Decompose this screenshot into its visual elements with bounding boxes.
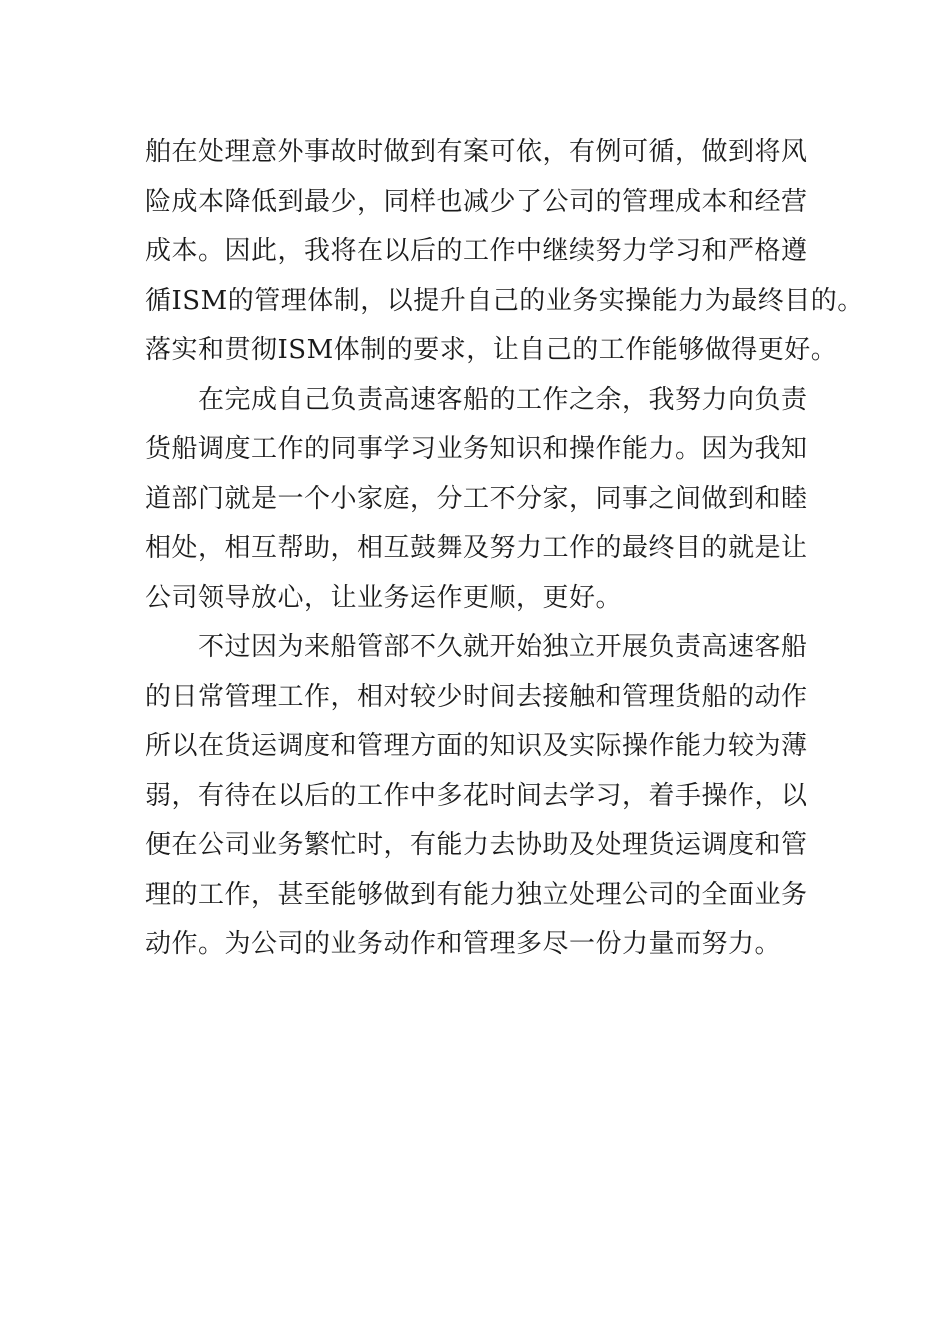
document-body	[145, 128, 864, 970]
text-line: 道部门就是一个小家庭，分工不分家，同事之间做到和睦	[145, 483, 808, 514]
text-line: 落实和贯彻ISM体制的要求，让自己的工作能够做得更好。	[145, 335, 838, 365]
text-line: 理的工作，甚至能够做到有能力独立处理公司的全面业务	[145, 879, 808, 910]
paragraph-1	[145, 128, 864, 376]
text-line: 动作。为公司的业务动作和管理多尽一份力量而努力。	[145, 929, 782, 959]
text-line: 相处，相互帮助，相互鼓舞及努力工作的最终目的就是让	[145, 533, 808, 563]
text-line: 弱，有待在以后的工作中多花时间去学习，着手操作，以	[145, 780, 808, 811]
text-line: 成本。因此，我将在以后的工作中继续努力学习和严格遵	[145, 236, 808, 266]
text-line: 货船调度工作的同事学习业务知识和操作能力。因为我知	[145, 434, 808, 464]
paragraph-3	[145, 623, 825, 970]
text-line: 舶在处理意外事故时做到有案可依，有例可循，做到将风	[145, 137, 808, 167]
text-line: 公司领导放心，让业务运作更顺，更好。	[145, 582, 623, 613]
paragraph-2	[145, 376, 825, 624]
text-line: 所以在货运调度和管理方面的知识及实际操作能力较为薄	[145, 731, 808, 761]
text-line: 的日常管理工作，相对较少时间去接触和管理货船的动作	[145, 681, 808, 712]
text-line: 在完成自己负责高速客船的工作之余，我努力向负责	[198, 384, 808, 415]
text-line: 险成本降低到最少，同样也减少了公司的管理成本和经营	[145, 186, 808, 217]
text-line: 循ISM的管理体制，以提升自己的业务实操能力为最终目的。	[145, 285, 864, 316]
text-line: 便在公司业务繁忙时，有能力去协助及处理货运调度和管	[145, 830, 808, 860]
text-line: 不过因为来船管部不久就开始独立开展负责高速客船	[198, 632, 808, 662]
